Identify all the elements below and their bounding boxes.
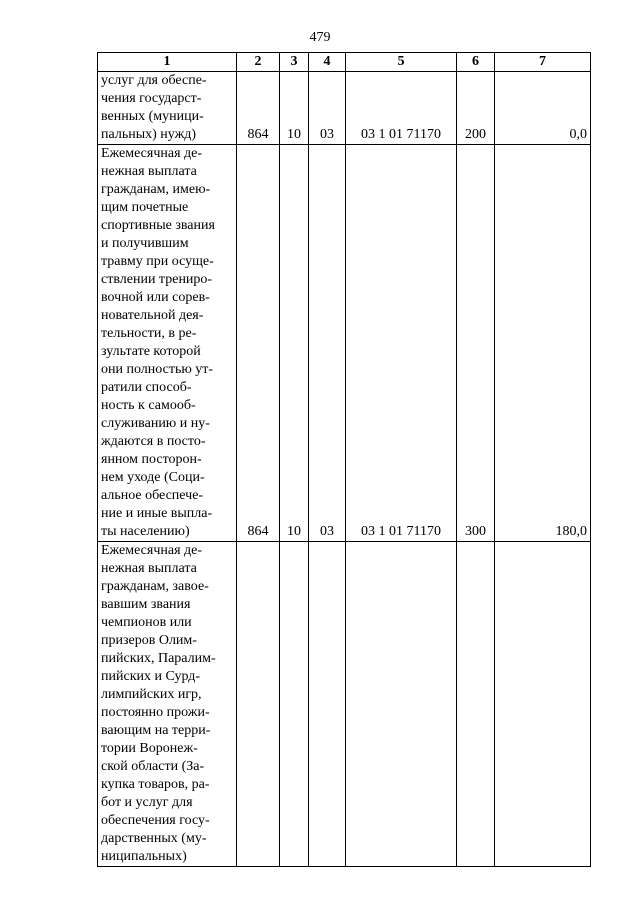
header-col-5: 5 xyxy=(346,53,457,72)
row-vr xyxy=(457,542,495,867)
row-description: Ежемесячная де- нежная выплата гражданам, имею- щим почетные спортивные звания и получившим травму при осуще- ствлении трениро- вочной или сорев- новательной дея- тельности, в ре- зультате которой они полностью ут- ратили способ- ность к самооб- служиванию и ну- ждаются в посто- янном посторон- нем уходе (Соци- альное обеспече- ние и иные выпла- ты населению) xyxy=(98,145,237,542)
row-rz xyxy=(280,542,309,867)
row-pr: 03 xyxy=(309,145,346,542)
row-csr xyxy=(346,542,457,867)
header-col-4: 4 xyxy=(309,53,346,72)
row-csr: 03 1 01 71170 xyxy=(346,145,457,542)
row-description: услуг для обеспе- чения государст- венных (муници- пальных) нужд) xyxy=(98,72,237,145)
header-col-6: 6 xyxy=(457,53,495,72)
header-row xyxy=(98,53,591,72)
row-sum: 0,0 xyxy=(495,72,591,145)
row-ved: 864 xyxy=(237,72,280,145)
table-row xyxy=(98,72,591,145)
budget-table xyxy=(97,52,591,867)
row-pr xyxy=(309,542,346,867)
row-vr: 300 xyxy=(457,145,495,542)
row-rz: 10 xyxy=(280,72,309,145)
row-vr: 200 xyxy=(457,72,495,145)
row-sum: 180,0 xyxy=(495,145,591,542)
row-csr: 03 1 01 71170 xyxy=(346,72,457,145)
table-row xyxy=(98,542,591,867)
header-col-7: 7 xyxy=(495,53,591,72)
header-col-3: 3 xyxy=(280,53,309,72)
row-ved: 864 xyxy=(237,145,280,542)
page-number: 479 xyxy=(309,30,331,45)
row-rz: 10 xyxy=(280,145,309,542)
row-sum xyxy=(495,542,591,867)
header-col-2: 2 xyxy=(237,53,280,72)
table-row xyxy=(98,145,591,542)
row-description: Ежемесячная де- нежная выплата гражданам, завое- вавшим звания чемпионов или призеров Олим- пийских, Паралим- пийских и Сурд- лимпийских игр, постоянно прожи- вающим на терри- тории Воронеж- ской области (За- купка товаров, ра- бот и услуг для обеспечения госу- дарственных (му- ниципальных) xyxy=(98,542,237,867)
header-col-1: 1 xyxy=(98,53,237,72)
row-pr: 03 xyxy=(309,72,346,145)
row-ved xyxy=(237,542,280,867)
